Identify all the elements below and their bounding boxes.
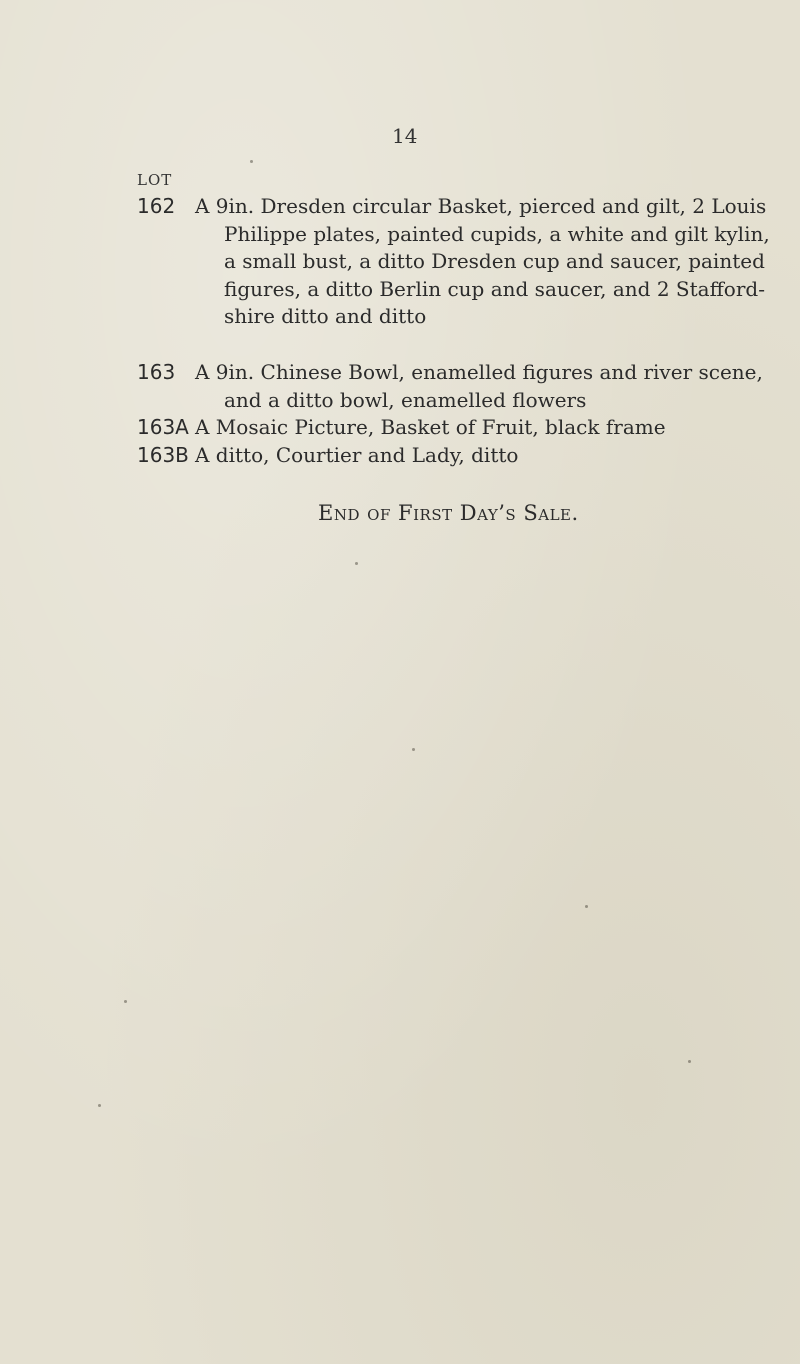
lot-number: 162 bbox=[137, 194, 176, 218]
lot-entry-163b bbox=[137, 442, 797, 470]
lot-description-line: A 9in. Dresden circular Basket, pierced and gilt, 2 Louis bbox=[195, 194, 767, 218]
lot-column-header: LOT bbox=[137, 171, 173, 189]
page-number: 14 bbox=[392, 124, 418, 148]
paper-speck bbox=[688, 1060, 691, 1063]
lot-entry-162 bbox=[137, 193, 797, 331]
lot-description-line: shire ditto and ditto bbox=[224, 304, 427, 328]
lot-description-line: Philippe plates, painted cupids, a white and gilt kylin, bbox=[224, 221, 770, 246]
lot-description-line: a small bust, a ditto Dresden cup and saucer, painted bbox=[224, 249, 765, 273]
lot-description-line: A ditto, Courtier and Lady, ditto bbox=[195, 443, 519, 467]
lot-number: 163A bbox=[137, 415, 189, 439]
end-of-sale-footer: End of First Day’s Sale. bbox=[318, 501, 579, 525]
lot-entry-163a bbox=[137, 414, 797, 442]
lot-number: 163B bbox=[137, 443, 189, 467]
paper-speck bbox=[412, 748, 415, 751]
lot-entry-163 bbox=[137, 359, 797, 414]
paper-speck bbox=[355, 562, 358, 565]
paper-speck bbox=[585, 905, 588, 908]
lot-description-line: and a ditto bowl, enamelled flowers bbox=[224, 387, 587, 412]
paper-speck bbox=[124, 1000, 127, 1003]
paper-speck bbox=[98, 1104, 101, 1107]
lot-description-line: A Mosaic Picture, Basket of Fruit, black frame bbox=[195, 415, 666, 439]
lot-description-line: figures, a ditto Berlin cup and saucer, and 2 Stafford- bbox=[224, 276, 765, 301]
lot-description-line: A 9in. Chinese Bowl, enamelled figures and river scene, bbox=[195, 360, 763, 384]
paper-speck bbox=[250, 160, 253, 163]
lot-number: 163 bbox=[137, 360, 176, 384]
